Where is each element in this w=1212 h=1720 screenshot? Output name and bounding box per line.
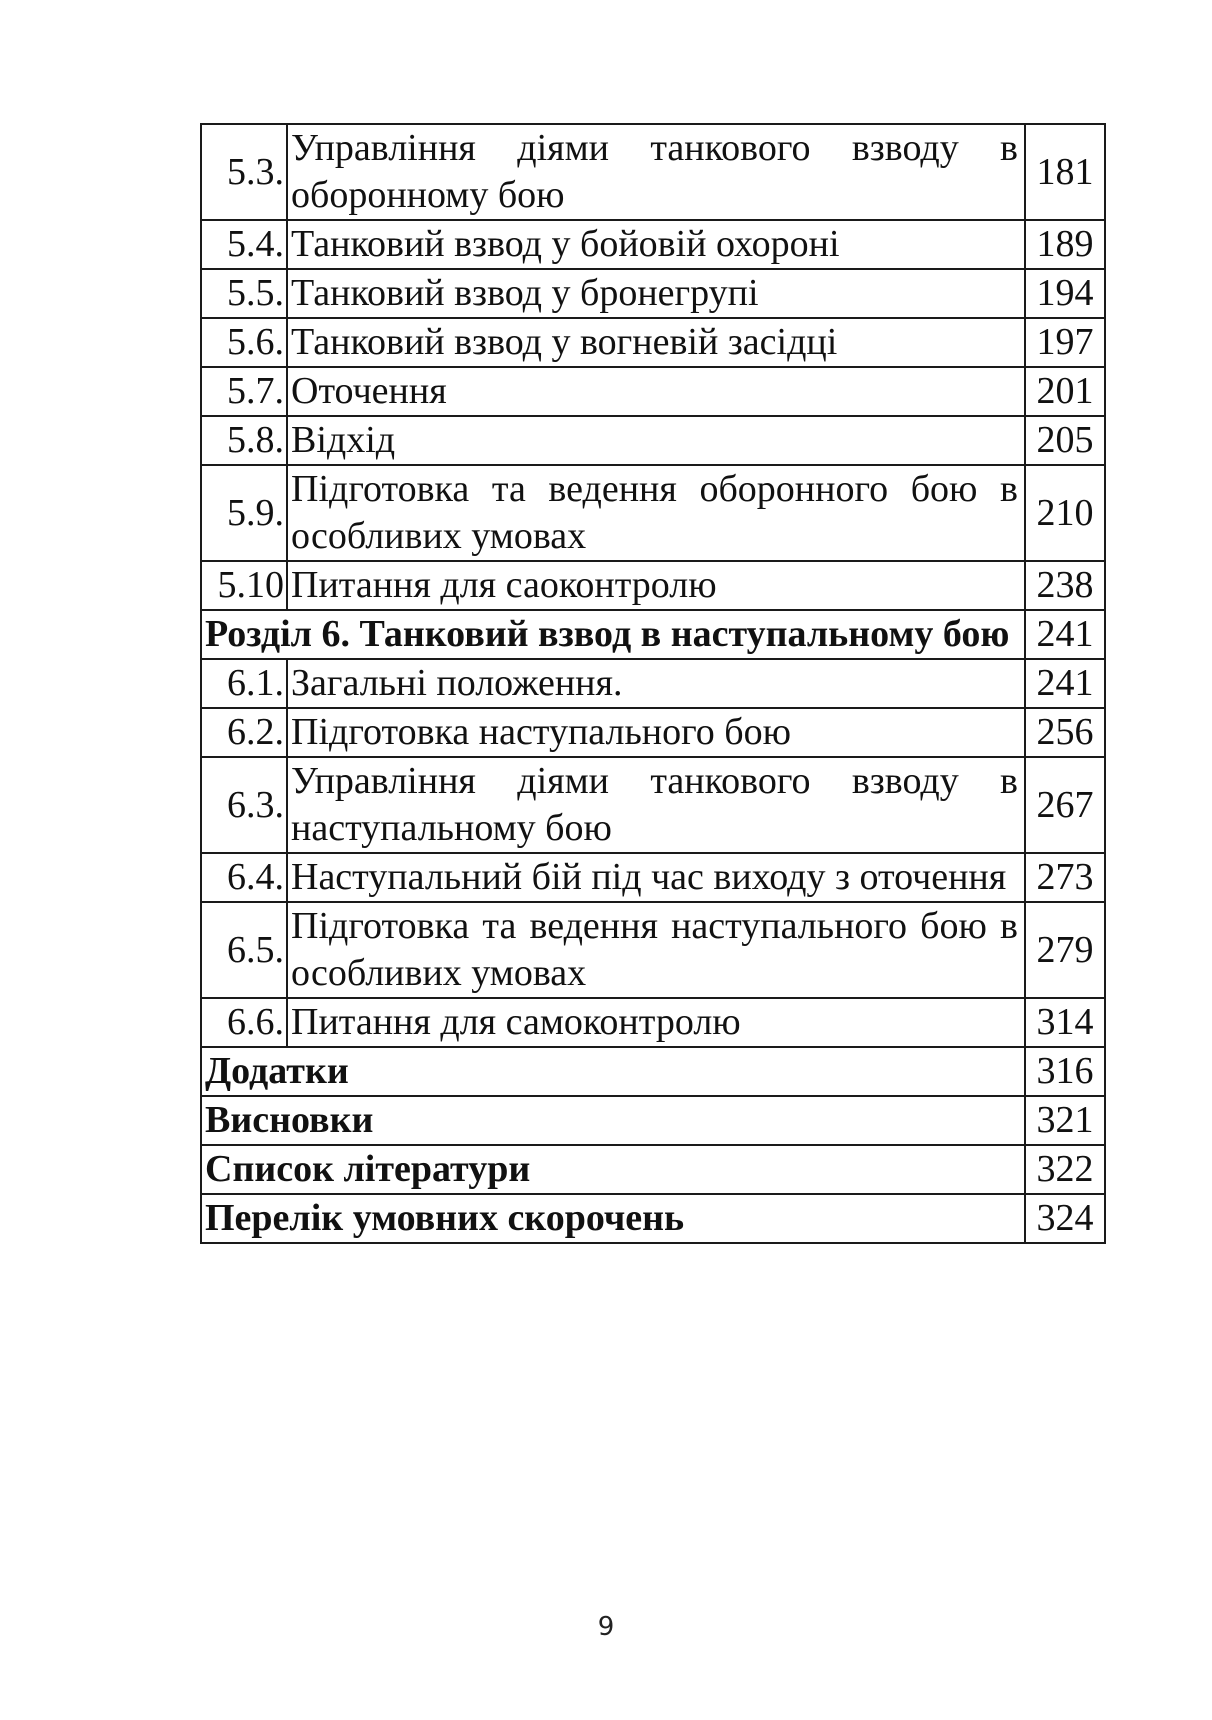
toc-entry-page: 267 xyxy=(1025,757,1105,853)
page-number: 9 xyxy=(597,1612,615,1642)
toc-row xyxy=(201,610,1105,659)
toc-entry-number: 6.2. xyxy=(201,708,287,757)
toc-entry-title: Підготовка та ведення оборонного бою в особливих умовах xyxy=(287,465,1025,561)
toc-row xyxy=(201,1145,1105,1194)
toc-row xyxy=(201,269,1105,318)
toc-entry-number: 6.3. xyxy=(201,757,287,853)
toc-row xyxy=(201,124,1105,220)
toc-row xyxy=(201,1096,1105,1145)
toc-entry-title: Підготовка наступального бою xyxy=(287,708,1025,757)
toc-entry-title: Управління діями танкового взводу в оборонному бою xyxy=(287,124,1025,220)
toc-entry-page: 189 xyxy=(1025,220,1105,269)
toc-entry-number: 5.6. xyxy=(201,318,287,367)
toc-section-title: Додатки xyxy=(201,1047,1025,1096)
toc-entry-page: 256 xyxy=(1025,708,1105,757)
toc-entry-number: 5.5. xyxy=(201,269,287,318)
toc-entry-title: Управління діями танкового взводу в наступальному бою xyxy=(287,757,1025,853)
toc-row xyxy=(201,998,1105,1047)
toc-entry-title: Підготовка та ведення наступального бою в особливих умовах xyxy=(287,902,1025,998)
toc-entry-title: Танковий взвод у бронегрупі xyxy=(287,269,1025,318)
toc-entry-number: 5.3. xyxy=(201,124,287,220)
toc-row xyxy=(201,757,1105,853)
toc-entry-number: 6.1. xyxy=(201,659,287,708)
toc-row xyxy=(201,853,1105,902)
toc-entry-page: 210 xyxy=(1025,465,1105,561)
toc-entry-title: Танковий взвод у бойовій охороні xyxy=(287,220,1025,269)
toc-entry-number: 5.10 xyxy=(201,561,287,610)
toc-row xyxy=(201,902,1105,998)
toc-row xyxy=(201,367,1105,416)
toc-row xyxy=(201,1194,1105,1243)
toc-entry-page: 238 xyxy=(1025,561,1105,610)
toc-entry-page: 279 xyxy=(1025,902,1105,998)
toc-entry-page: 194 xyxy=(1025,269,1105,318)
toc-entry-number: 5.9. xyxy=(201,465,287,561)
toc-entry-page: 273 xyxy=(1025,853,1105,902)
toc-entry-page: 181 xyxy=(1025,124,1105,220)
toc-row xyxy=(201,708,1105,757)
toc-entry-number: 6.4. xyxy=(201,853,287,902)
toc-row xyxy=(201,416,1105,465)
toc-entry-page: 197 xyxy=(1025,318,1105,367)
toc-entry-title: Питання для самоконтролю xyxy=(287,998,1025,1047)
toc-entry-page: 321 xyxy=(1025,1096,1105,1145)
toc-row xyxy=(201,561,1105,610)
toc-entry-page: 241 xyxy=(1025,610,1105,659)
toc-entry-number: 5.4. xyxy=(201,220,287,269)
toc-entry-page: 322 xyxy=(1025,1145,1105,1194)
toc-entry-number: 6.5. xyxy=(201,902,287,998)
toc-body xyxy=(201,124,1105,1243)
toc-row xyxy=(201,659,1105,708)
toc-entry-title: Оточення xyxy=(287,367,1025,416)
toc-entry-number: 5.8. xyxy=(201,416,287,465)
toc-entry-title: Загальні положення. xyxy=(287,659,1025,708)
toc-entry-page: 205 xyxy=(1025,416,1105,465)
toc-entry-page: 316 xyxy=(1025,1047,1105,1096)
toc-entry-title: Відхід xyxy=(287,416,1025,465)
toc-entry-title: Питання для саоконтролю xyxy=(287,561,1025,610)
toc-section-title: Висновки xyxy=(201,1096,1025,1145)
toc-row xyxy=(201,1047,1105,1096)
toc-row xyxy=(201,465,1105,561)
toc-entry-page: 324 xyxy=(1025,1194,1105,1243)
toc-entry-title: Танковий взвод у вогневій засідці xyxy=(287,318,1025,367)
toc-entry-page: 314 xyxy=(1025,998,1105,1047)
toc-entry-title: Наступальний бій під час виходу з оточення xyxy=(287,853,1025,902)
toc-section-title: Список літератури xyxy=(201,1145,1025,1194)
toc-row xyxy=(201,220,1105,269)
toc-section-title: Перелік умовних скорочень xyxy=(201,1194,1025,1243)
toc-entry-page: 241 xyxy=(1025,659,1105,708)
toc-row xyxy=(201,318,1105,367)
toc-section-title: Розділ 6. Танковий взвод в наступальному бою xyxy=(201,610,1025,659)
toc-entry-number: 6.6. xyxy=(201,998,287,1047)
toc-entry-number: 5.7. xyxy=(201,367,287,416)
table-of-contents xyxy=(200,123,1106,1244)
toc-entry-page: 201 xyxy=(1025,367,1105,416)
